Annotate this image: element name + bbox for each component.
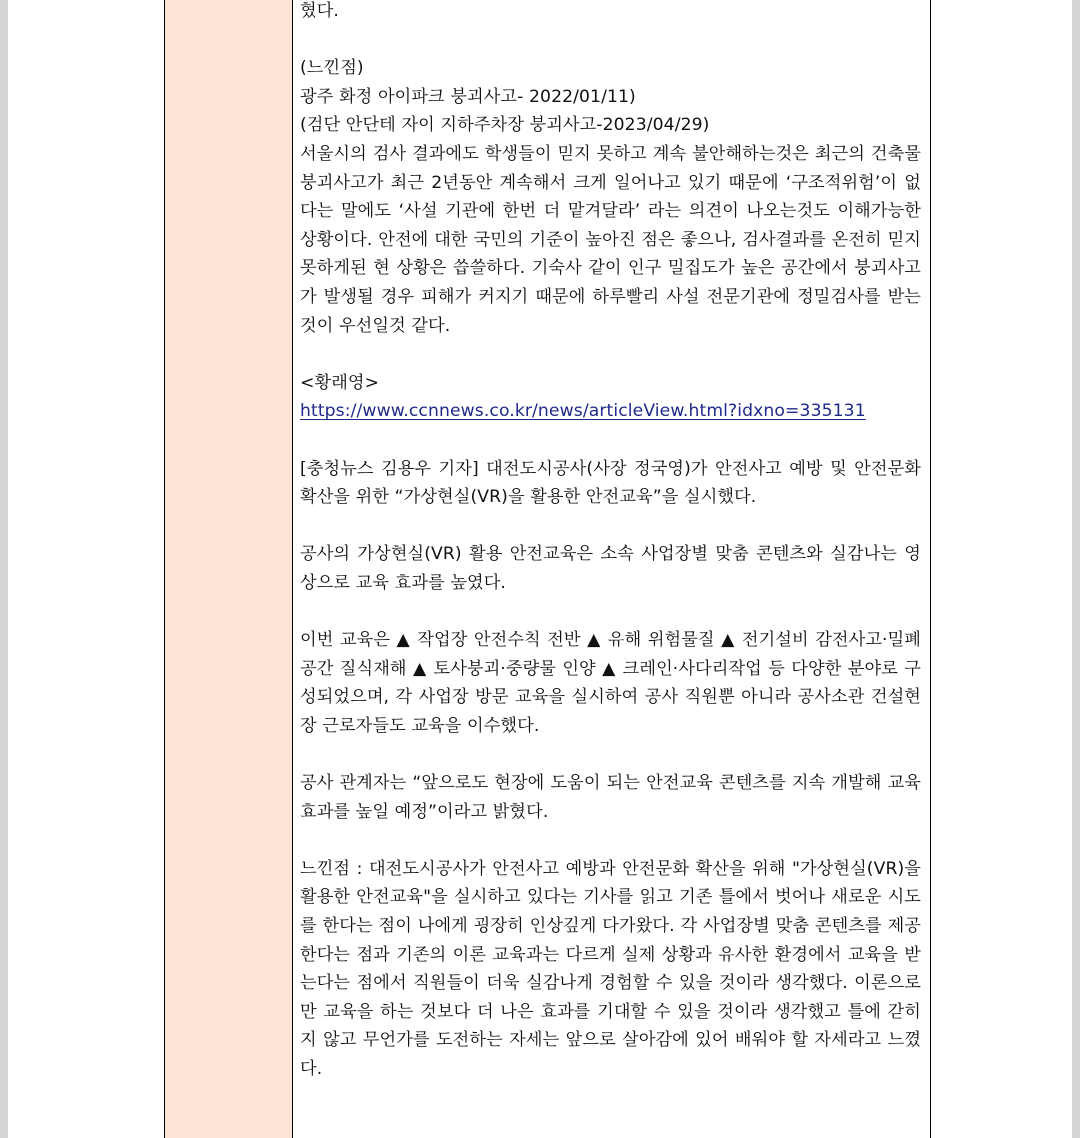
article-paragraph-4: 공사 관계자는 “앞으로도 현장에 도움이 되는 안전교육 콘텐츠를 지속 개발해 교육 효과를 높일 예정”이라고 밝혔다. <box>300 773 921 822</box>
table-content-cell <box>292 0 931 1138</box>
blank-line <box>300 826 921 855</box>
window-frame-right <box>1072 0 1080 1138</box>
blank-line <box>300 426 921 455</box>
blank-line <box>300 740 921 769</box>
article-paragraph-3: 이번 교육은 ▲ 작업장 안전수칙 전반 ▲ 유해 위험물질 ▲ 전기설비 감전사고·밀폐공간 질식재해 ▲ 토사붕괴·중량물 인양 ▲ 크레인·사다리작업 등 다양한 분야로 구성되었으며, 각 사업장 방문 교육을 실시하여 공사 직원뿐 아니라 공사소관 건설현장 근로자들도 교육을 이수했다. <box>300 630 921 736</box>
impression-body: 서울시의 검사 결과에도 학생들이 믿지 못하고 계속 불안해하는것은 최근의 건축물 붕괴사고가 최근 2년동안 계속해서 크게 일어나고 있기 때문에 ‘구조적위험’이 없다는 말에도 ‘사설 기관에 한번 더 맡겨달라’ 라는 의견이 나오는것도 이해가능한 상황이다. 안전에 대한 국민의 기준이 높아진 점은 좋으나, 검사결과를 온전히 믿지 못하게된 현 상황은 씁쓸하다. 기숙사 같이 인구 밀집도가 높은 공간에서 붕괴사고가 발생될 경우 피해가 커지기 때문에 하루빨리 사설 전문기관에 정밀검사를 받는것이 우선일것 같다. <box>300 143 921 336</box>
impression-paragraph: 느낀점 : 대전도시공사가 안전사고 예방과 안전문화 확산을 위해 "가상현실(VR)을 활용한 안전교육"을 실시하고 있다는 기사를 읽고 기존 틀에서 벗어나 새로운 시도를 한다는 점이 나에게 굉장히 인상깊게 다가왔다. 각 사업장별 맞춤 콘텐츠를 제공한다는 점과 기존의 이론 교육과는 다르게 실제 상황과 유사한 환경에서 교육을 받는다는 점에서 직원들이 더욱 실감나게 경험할 수 있을 것이라 생각했다. 이론으로만 교육을 하는 것보다 더 나은 효과를 기대할 수 있을 것이라 생각했고 틀에 갇히지 않고 무언가를 도전하는 자세는 앞으로 살아감에 있어 배워야 할 자세라고 느꼈다. <box>300 858 921 1079</box>
paragraph-continuation: 혔다. <box>300 1 339 21</box>
article-link-line <box>300 397 921 426</box>
blank-line <box>300 512 921 541</box>
article-paragraph-1: [충청뉴스 김용우 기자] 대전도시공사(사장 정국영)가 안전사고 예방 및 안전문화 확산을 위한 “가상현실(VR)을 활용한 안전교육”을 실시했다. <box>300 458 921 508</box>
window-frame-left <box>0 0 8 1138</box>
impression-heading: (느낀점) <box>300 58 364 79</box>
blank-line <box>300 340 921 369</box>
document-text <box>300 0 921 1084</box>
blank-line <box>300 26 921 55</box>
article-paragraph-2: 공사의 가상현실(VR) 활용 안전교육은 소속 사업장별 맞춤 콘텐츠와 실감나는 영상으로 교육 효과를 높였다. <box>300 544 921 593</box>
table-label-cell <box>164 0 293 1138</box>
article-link[interactable]: https://www.ccnnews.co.kr/news/articleView.html?idxno=335131 <box>300 401 866 422</box>
author-name: <황래영> <box>300 372 380 393</box>
document-page <box>8 0 1072 1138</box>
reference-line-2: (검단 안단테 자이 지하주차장 붕괴사고-2023/04/29) <box>300 115 710 136</box>
blank-line <box>300 597 921 626</box>
reference-line-1: 광주 화정 아이파크 붕괴사고- 2022/01/11) <box>300 86 636 107</box>
